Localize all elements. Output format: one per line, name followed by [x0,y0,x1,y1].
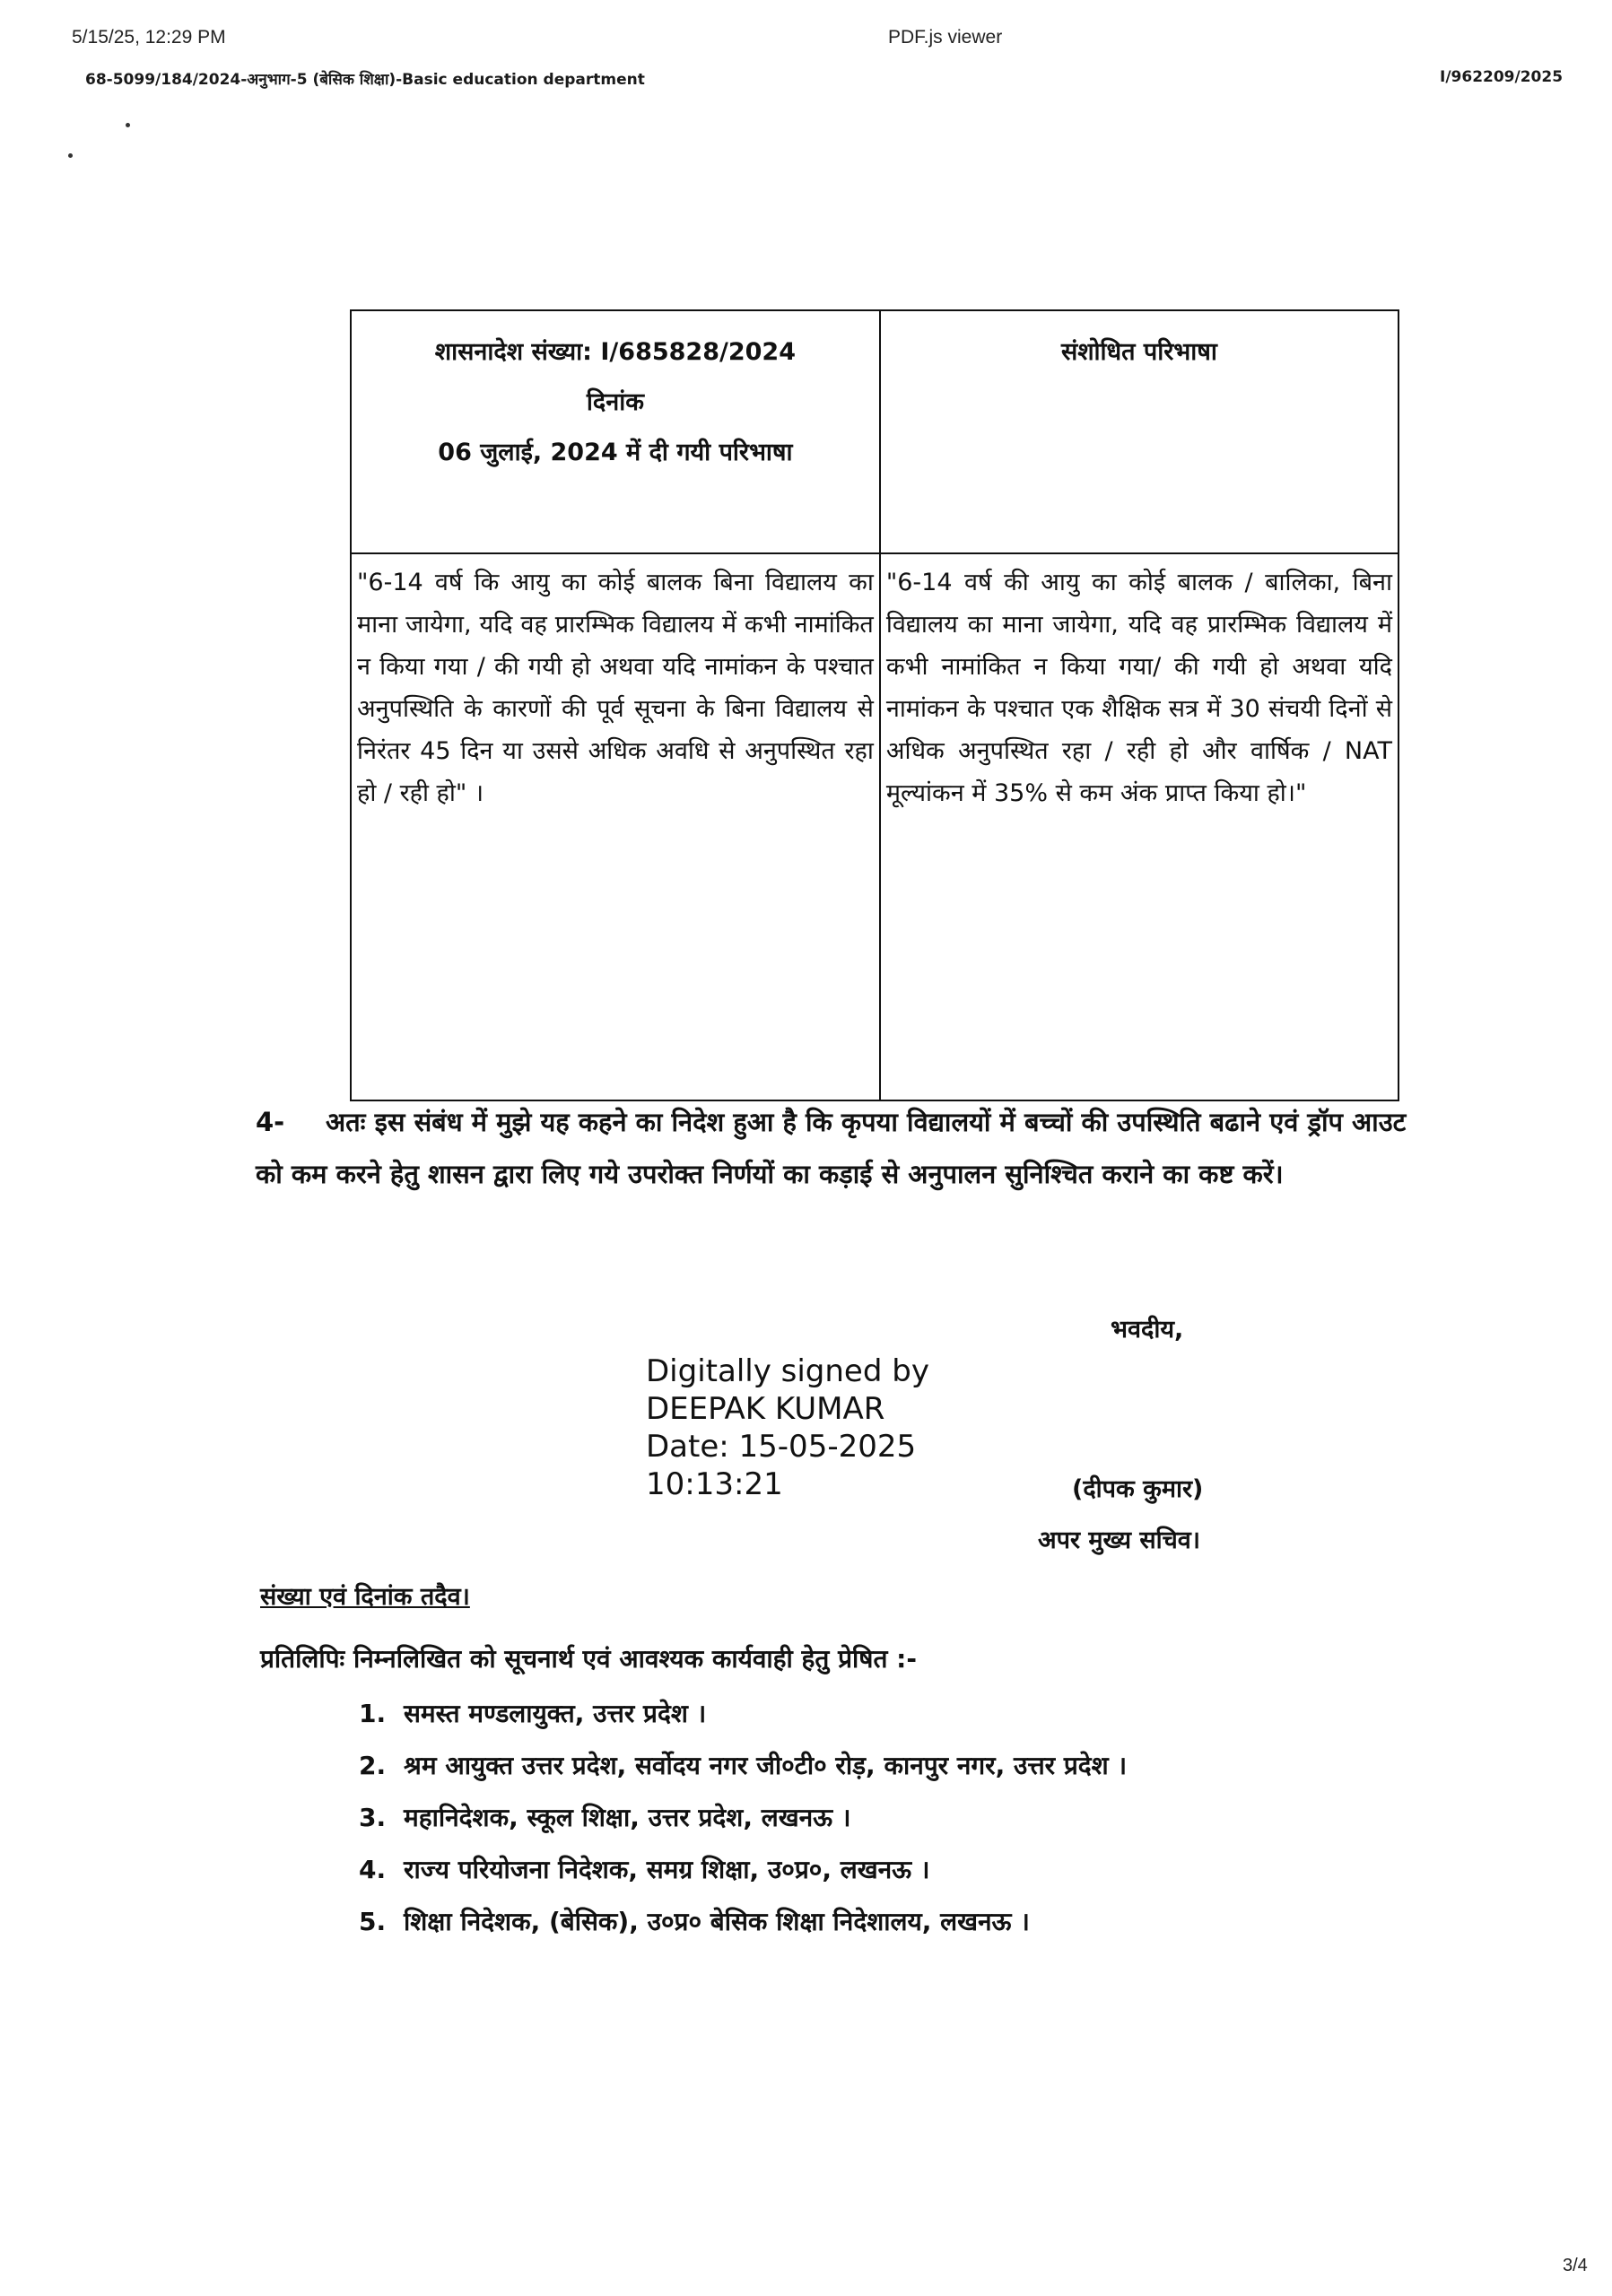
list-item-text: श्रम आयुक्त उत्तर प्रदेश, सर्वोदय नगर जी०टी० रोड़, कानपुर नगर, उत्तर प्रदेश । [404,1751,1128,1780]
list-item-text: राज्य परियोजना निदेशक, समग्र शिक्षा, उ०प्र०, लखनऊ । [404,1855,930,1884]
signatory-designation: अपर मुख्य सचिव। [1038,1526,1201,1554]
list-item-number: 5. [359,1907,387,1936]
list-item [359,1844,1328,1896]
list-item-text: शिक्षा निदेशक, (बेसिक), उ०प्र० बेसिक शिक्षा निदेशालय, लखनऊ । [404,1907,1030,1936]
old-definition-text: "6-14 वर्ष कि आयु का कोई बालक बिना विद्यालय का माना जायेगा, यदि वह प्रारम्भिक विद्यालय में कभी नामांकित न किया गया / की गयी हो अथवा यदि नामांकन के पश्चात अनुपस्थिति के कारणों की पूर्व सूचना के बिना विद्यालय से निरंतर 45 दिन या उससे अधिक अवधि से अनुपस्थित रहा हो / रही हो" । [351,553,880,1100]
signature-line-1: Digitally signed by [646,1353,929,1389]
paragraph-number: 4- [256,1107,285,1137]
scan-speck [68,153,73,158]
header-revised-definition [880,310,1399,553]
copy-recipient-list [359,1688,1328,1948]
list-item-text: महानिदेशक, स्कूल शिक्षा, उत्तर प्रदेश, लखनऊ । [404,1803,851,1832]
header-old-definition [351,310,880,553]
page-number: 3/4 [1563,2256,1588,2275]
table-body-row [351,553,1399,1100]
signature-line-3: Date: 15-05-2025 [646,1429,917,1465]
print-title: PDF.js viewer [888,27,1003,48]
header-date-value: 06 जुलाई, 2024 में दी गयी परिभाषा [438,439,793,466]
list-item [359,1792,1328,1844]
paragraph-text: अतः इस संबंध में मुझे यह कहने का निदेश हुआ है कि कृपया विद्यालयों में बच्चों की उपस्थिति बढाने एवं ड्रॉप आउट को कम करने हेतु शासन द्वारा लिए गये उपरोक्त निर्णयों का कड़ाई से अनुपालन सुनिश्चित कराने का कष्ट करें। [256,1107,1407,1189]
signatory-name: (दीपक कुमार) [1072,1475,1204,1503]
header-go-number: शासनादेश संख्या: I/685828/2024 [434,338,797,366]
list-item-text: समस्त मण्डलायुक्त, उत्तर प्रदेश । [404,1699,707,1728]
file-reference: 68-5099/184/2024-अनुभाग-5 (बेसिक शिक्षा)-Basic education department [85,71,645,89]
copy-heading: संख्या एवं दिनांक तदैव। [260,1583,470,1611]
list-item-number: 3. [359,1803,387,1832]
salutation: भवदीय, [1111,1316,1184,1344]
table-header-row [351,310,1399,553]
digital-signature [646,1352,929,1503]
scan-speck [126,123,130,127]
paragraph-4 [256,1096,1413,1200]
copy-intro: प्रतिलिपिः निम्नलिखित को सूचनार्थ एवं आवश्यक कार्यवाही हेतु प्रेषित :- [260,1644,917,1674]
list-item-number: 2. [359,1751,387,1780]
signature-line-4: 10:13:21 [646,1466,783,1502]
list-item [359,1688,1328,1740]
document-number: I/962209/2025 [1440,68,1564,86]
list-item-number: 1. [359,1699,387,1728]
list-item [359,1740,1328,1792]
header-revised-label: संशोधित परिभाषा [1060,338,1217,366]
list-item-number: 4. [359,1855,387,1884]
revised-definition-text: "6-14 वर्ष की आयु का कोई बालक / बालिका, बिना विद्यालय का माना जायेगा, यदि वह प्रारम्भिक विद्यालय में कभी नामांकित न किया गया/ की गयी हो अथवा यदि नामांकन के पश्चात एक शैक्षिक सत्र में 30 संचयी दिनों से अधिक अनुपस्थित रहा / रही हो और वार्षिक / NAT मूल्यांकन में 35% से कम अंक प्राप्त किया हो।" [880,553,1399,1100]
list-item [359,1896,1328,1948]
definition-comparison-table [350,309,1399,1101]
print-datetime: 5/15/25, 12:29 PM [72,27,226,48]
signature-line-2: DEEPAK KUMAR [646,1391,885,1427]
header-date-label: दिनांक [586,388,644,416]
